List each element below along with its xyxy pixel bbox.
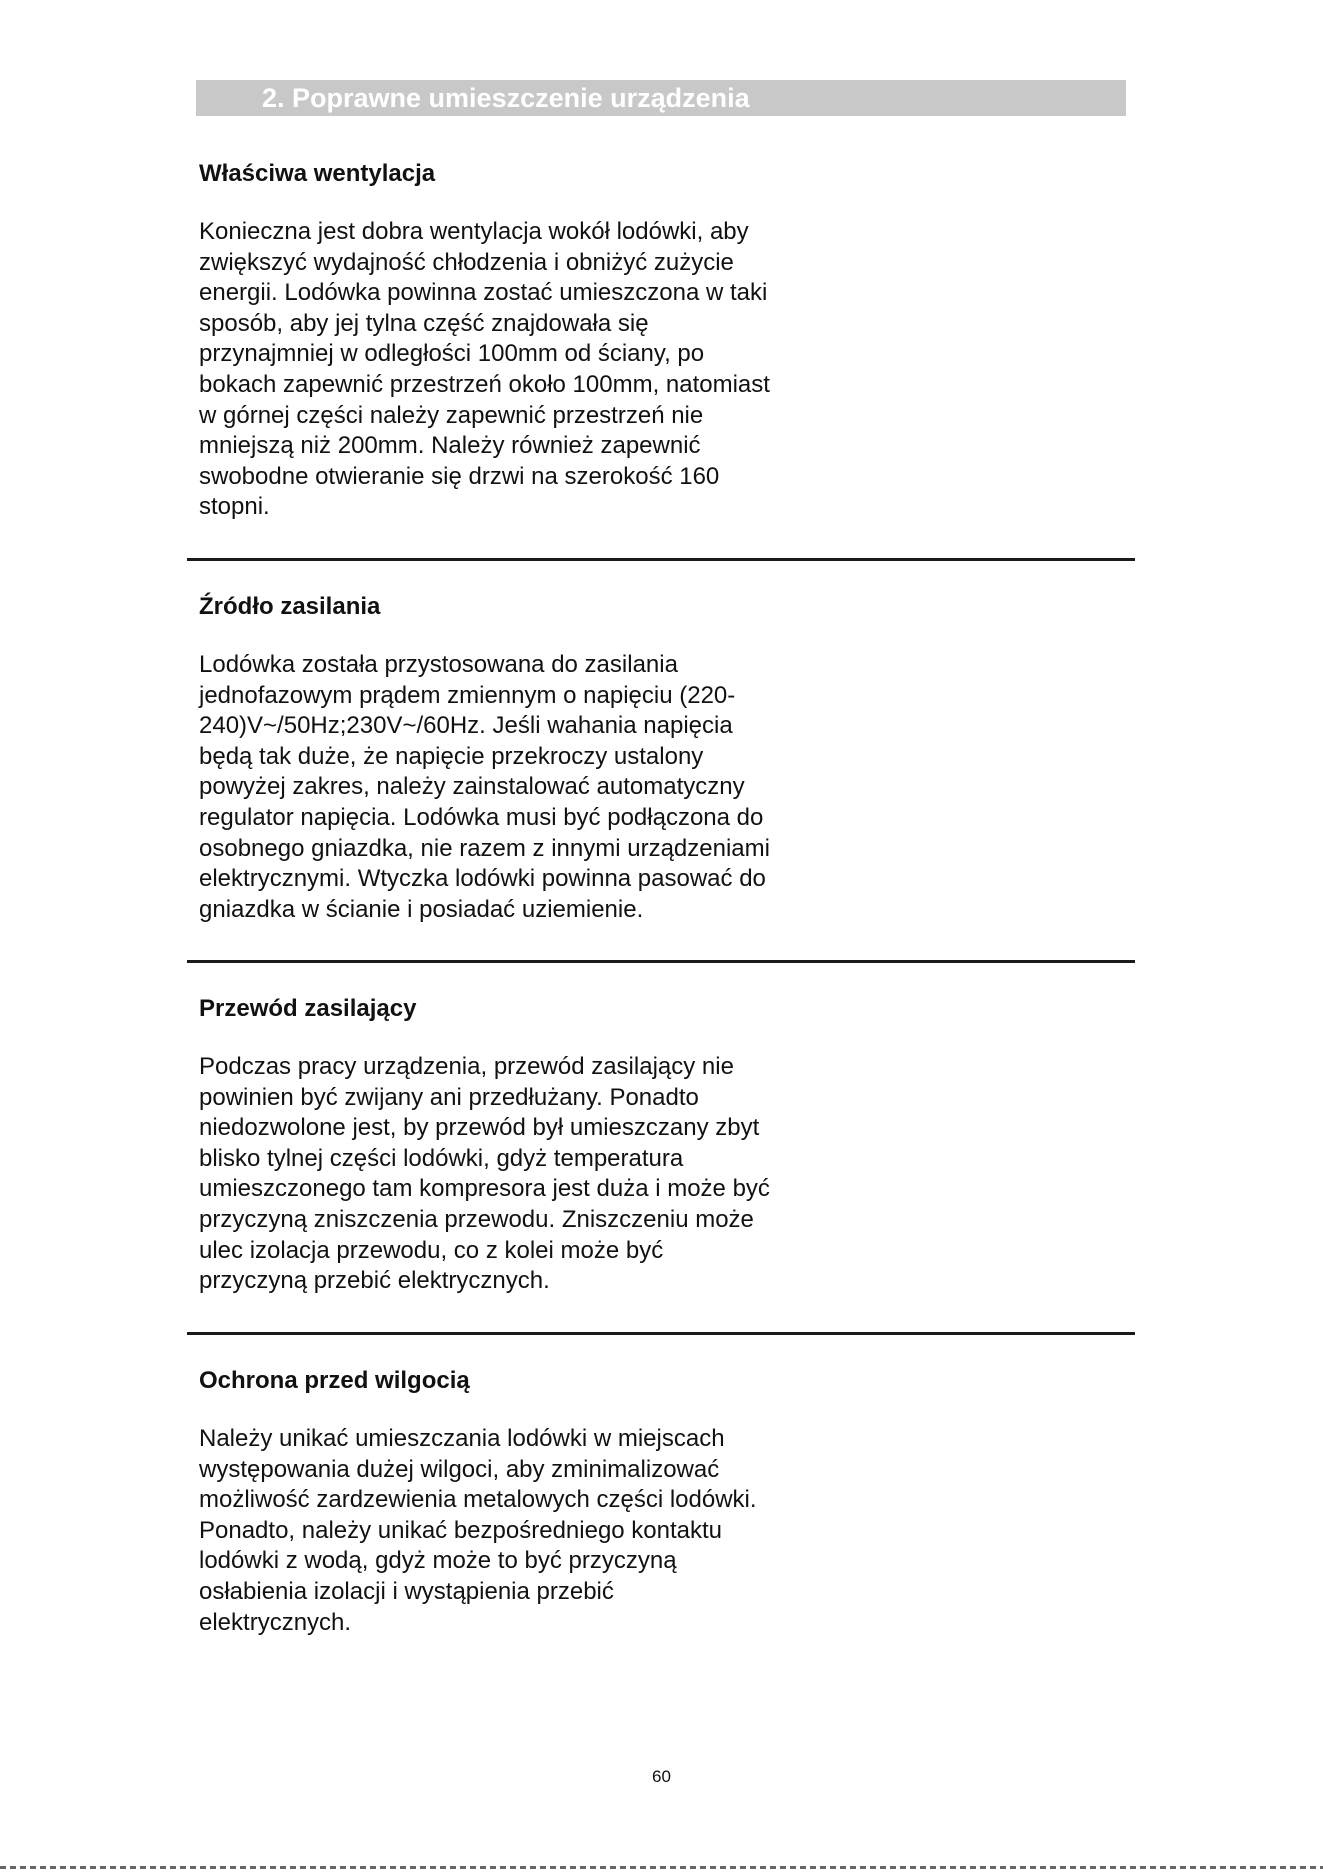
paragraph-line: blisko tylnej części lodówki, gdyż temperatura (199, 1144, 684, 1172)
paragraph-line: przyczyną przebić elektrycznych. (199, 1267, 550, 1295)
section-heading: Ochrona przed wilgocią (199, 1367, 470, 1394)
section-ventilation (199, 159, 959, 523)
paragraph-line: mniejszą niż 200mm. Należy również zapewnić (199, 432, 701, 460)
paragraph-line: bokach zapewnić przestrzeń około 100mm, natomiast (199, 370, 770, 398)
paragraph-line: stopni. (199, 493, 270, 521)
section-heading: Przewód zasilający (199, 995, 417, 1022)
paragraph-line: 240)V~/50Hz;230V~/60Hz. Jeśli wahania napięcia (199, 712, 733, 740)
paragraph-line: osobnego gniazdka, nie razem z innymi urządzeniami (199, 834, 770, 862)
paragraph-line: elektrycznych. (199, 1608, 352, 1636)
paragraph-line: gniazdka w ścianie i posiadać uziemienie. (199, 895, 644, 923)
paragraph-line: swobodne otwieranie się drzwi na szerokość 160 (199, 462, 720, 490)
paragraph-line: energii. Lodówka powinna zostać umieszczona w taki (199, 279, 768, 307)
paragraph-line: Ponadto, należy unikać bezpośredniego kontaktu (199, 1516, 723, 1544)
section-heading: Właściwa wentylacja (199, 160, 436, 187)
paragraph-line: ulec izolacja przewodu, co z kolei może być (199, 1236, 664, 1264)
paragraph-line: jednofazowym prądem zmiennym o napięciu (220- (199, 681, 736, 709)
paragraph-line: lodówki z wodą, gdyż może to być przyczyną (199, 1547, 677, 1575)
section-title: 2. Poprawne umieszczenie urządzenia (262, 83, 750, 113)
section-divider (187, 558, 1135, 561)
paragraph-line: zwiększyć wydajność chłodzenia i obniżyć zużycie (199, 248, 734, 276)
paragraph-line: sposób, aby jej tylna część znajdowała się (199, 309, 649, 337)
paragraph-line: w górnej części należy zapewnić przestrzeń nie (199, 401, 704, 429)
section-divider (187, 960, 1135, 963)
section-paragraph (199, 650, 959, 925)
paragraph-line: możliwość zardzewienia metalowych części lodówki. (199, 1486, 757, 1514)
paragraph-line: Należy unikać umieszczania lodówki w miejscach (199, 1425, 725, 1452)
paragraph-line: powinien być zwijany ani przedłużany. Ponadto (199, 1083, 699, 1111)
section-title-bar (196, 80, 1126, 116)
paragraph-line: elektrycznymi. Wtyczka lodówki powinna pasować do (199, 865, 766, 893)
paragraph-line: Lodówka została przystosowana do zasilania (199, 651, 678, 678)
paragraph-line: przynajmniej w odległości 100mm od ściany, po (199, 340, 705, 368)
paragraph-line: Podczas pracy urządzenia, przewód zasilający nie (199, 1053, 734, 1080)
section-moisture-protection (199, 1366, 959, 1638)
section-paragraph (199, 217, 959, 523)
section-power-source (199, 592, 959, 925)
paragraph-line: będą tak duże, że napięcie przekroczy ustalony (199, 742, 704, 770)
section-power-cord (199, 994, 959, 1297)
section-paragraph (199, 1052, 959, 1297)
paragraph-line: niedozwolone jest, by przewód był umieszczany zbyt (199, 1114, 760, 1142)
section-paragraph (199, 1424, 959, 1638)
page-number: 60 (652, 1767, 671, 1786)
paragraph-line: przyczyną zniszczenia przewodu. Zniszczeniu może (199, 1205, 754, 1233)
paragraph-line: regulator napięcia. Lodówka musi być podłączona do (199, 803, 764, 831)
paragraph-line: występowania dużej wilgoci, aby zminimalizować (199, 1455, 720, 1483)
paragraph-line: umieszczonego tam kompresora jest duża i może być (199, 1175, 770, 1203)
section-heading: Źródło zasilania (199, 593, 381, 620)
paragraph-line: powyżej zakres, należy zainstalować automatyczny (199, 773, 745, 801)
paragraph-line: Konieczna jest dobra wentylacja wokół lodówki, aby (199, 218, 749, 245)
paragraph-line: osłabienia izolacji i wystąpienia przebić (199, 1577, 614, 1605)
section-divider (187, 1332, 1135, 1335)
scan-edge-divider (0, 1866, 1323, 1869)
